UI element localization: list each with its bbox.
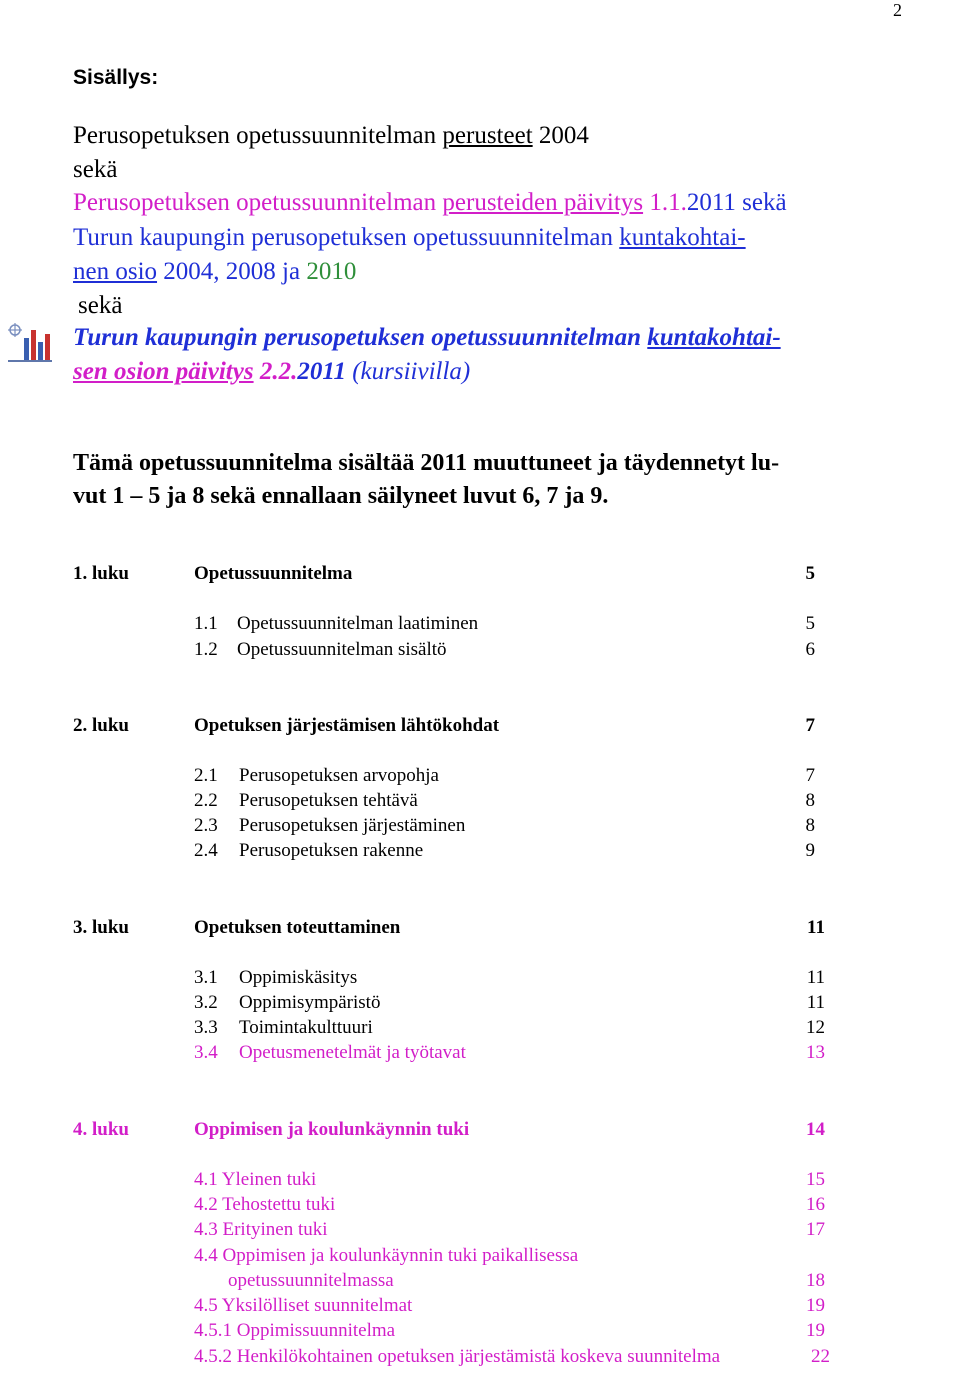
text: Perusopetuksen opetussuunnitelman xyxy=(73,122,443,149)
toc-item-title[interactable]: Opetussuunnitelman laatiminen xyxy=(237,613,479,634)
contents-heading: Sisällys: xyxy=(73,66,159,89)
toc-item-number: 3.1 xyxy=(194,967,218,988)
toc-item-page: 8 xyxy=(805,815,815,836)
toc-chapter-title[interactable]: Oppimisen ja koulunkäynnin tuki xyxy=(194,1119,470,1140)
text: 2010 xyxy=(306,258,357,285)
toc-item-page: 6 xyxy=(805,639,815,660)
toc-item-page: 22 xyxy=(811,1346,830,1367)
toc-item-title-continued[interactable]: opetussuunnitelmassa xyxy=(228,1270,394,1291)
toc-item-title[interactable]: 4.5.1 Oppimissuunnitelma xyxy=(194,1320,396,1341)
toc-item-number: 2.2 xyxy=(194,790,218,811)
text: Perusopetuksen opetussuunnitelman xyxy=(73,189,443,216)
toc-item-number: 3.4 xyxy=(194,1042,218,1063)
text: kuntakohtai- xyxy=(619,224,746,251)
toc-item-title[interactable]: 4.4 Oppimisen ja koulunkäynnin tuki paikallisessa xyxy=(194,1245,579,1266)
header-line-7 xyxy=(73,322,781,354)
intro-line-1: Tämä opetussuunnitelma sisältää 2011 muuttuneet ja täydennetyt lu- xyxy=(73,450,780,476)
toc-item-page: 19 xyxy=(806,1320,825,1341)
intro-line-2: vut 1 – 5 ja 8 sekä ennallaan säilyneet luvut 6, 7 ja 9. xyxy=(73,483,609,509)
bar-chart-icon xyxy=(6,320,54,364)
toc-chapter-title[interactable]: Opetuksen toteuttaminen xyxy=(194,917,401,938)
toc-chapter-number[interactable]: 2. luku xyxy=(73,715,129,736)
toc-item-title[interactable]: Perusopetuksen järjestäminen xyxy=(239,815,466,836)
toc-item-page: 8 xyxy=(805,790,815,811)
toc-item-number: 3.2 xyxy=(194,992,218,1013)
text: sen osion päivitys xyxy=(73,358,254,385)
page-number: 2 xyxy=(893,0,902,20)
text: nen osio xyxy=(73,258,158,285)
toc-item-title[interactable]: Opetusmenetelmät ja työtavat xyxy=(239,1042,466,1063)
toc-item-page: 16 xyxy=(806,1194,825,1215)
toc-item-title[interactable]: Opetussuunnitelman sisältö xyxy=(237,639,447,660)
toc-item-title[interactable]: Perusopetuksen rakenne xyxy=(239,840,424,861)
toc-chapter-number[interactable]: 4. luku xyxy=(73,1119,129,1140)
toc-item-title[interactable]: 4.5 Yksilölliset suunnitelmat xyxy=(194,1295,413,1316)
toc-chapter-number[interactable]: 3. luku xyxy=(73,917,129,938)
toc-item-page: 18 xyxy=(806,1270,825,1291)
header-line-1 xyxy=(73,120,589,152)
toc-chapter-page: 11 xyxy=(807,917,825,938)
toc-item-page: 13 xyxy=(806,1042,825,1063)
toc-item-number: 3.3 xyxy=(194,1017,218,1038)
text: (kursiivilla) xyxy=(352,358,471,385)
toc-item-page: 9 xyxy=(805,840,815,861)
toc-item-title[interactable]: Perusopetuksen arvopohja xyxy=(239,765,439,786)
toc-chapter-number[interactable]: 1. luku xyxy=(73,563,129,584)
text: 2.2. xyxy=(253,358,298,385)
toc-item-title[interactable]: 4.5.2 Henkilökohtainen opetuksen järjestämistä koskeva suunnitelma xyxy=(194,1346,721,1367)
text: perusteet xyxy=(442,122,533,149)
toc-chapter-page: 14 xyxy=(806,1119,825,1140)
header-line-8 xyxy=(73,356,470,388)
text: Turun kaupungin perusopetuksen opetussuunnitelman xyxy=(73,224,620,251)
header-line-2: sekä xyxy=(73,156,118,183)
text: 2011 xyxy=(297,358,353,385)
toc-item-title[interactable]: Oppimisympäristö xyxy=(239,992,381,1013)
toc-item-number: 2.3 xyxy=(194,815,218,836)
toc-item-title[interactable]: Perusopetuksen tehtävä xyxy=(239,790,418,811)
text: kuntakohtai- xyxy=(647,324,781,351)
toc-item-page: 5 xyxy=(805,613,815,634)
text: Turun kaupungin perusopetuksen opetussuunnitelman xyxy=(73,324,648,351)
toc-item-page: 12 xyxy=(806,1017,825,1038)
toc-chapter-title[interactable]: Opetussuunnitelma xyxy=(194,563,353,584)
toc-item-number: 2.4 xyxy=(194,840,218,861)
header-line-5 xyxy=(73,256,356,288)
text: 1.1. xyxy=(643,189,687,216)
toc-item-title[interactable]: Toimintakulttuuri xyxy=(239,1017,373,1038)
header-line-6: sekä xyxy=(78,292,123,319)
toc-chapter-page: 7 xyxy=(805,715,815,736)
toc-item-title[interactable]: 4.2 Tehostettu tuki xyxy=(194,1194,336,1215)
toc-item-number: 2.1 xyxy=(194,765,218,786)
toc-item-title[interactable]: 4.3 Erityinen tuki xyxy=(194,1219,328,1240)
toc-item-number: 1.1 xyxy=(194,613,218,634)
toc-item-page: 7 xyxy=(805,765,815,786)
text: perusteiden päivitys xyxy=(442,189,644,216)
toc-item-title[interactable]: Oppimiskäsitys xyxy=(239,967,358,988)
toc-item-page: 11 xyxy=(806,967,825,988)
header-line-4 xyxy=(73,222,746,254)
toc-item-page: 11 xyxy=(806,992,825,1013)
toc-item-page: 15 xyxy=(806,1169,825,1190)
text: 2011 sekä xyxy=(686,189,787,216)
text: 2004, 2008 ja xyxy=(157,258,307,285)
toc-item-number: 1.2 xyxy=(194,639,218,660)
toc-item-title[interactable]: 4.1 Yleinen tuki xyxy=(194,1169,317,1190)
toc-item-page: 19 xyxy=(806,1295,825,1316)
text: 2004 xyxy=(532,122,589,149)
header-line-3 xyxy=(73,187,787,219)
toc-item-page: 17 xyxy=(806,1219,825,1240)
toc-chapter-page: 5 xyxy=(805,563,815,584)
toc-chapter-title[interactable]: Opetuksen järjestämisen lähtökohdat xyxy=(194,715,500,736)
